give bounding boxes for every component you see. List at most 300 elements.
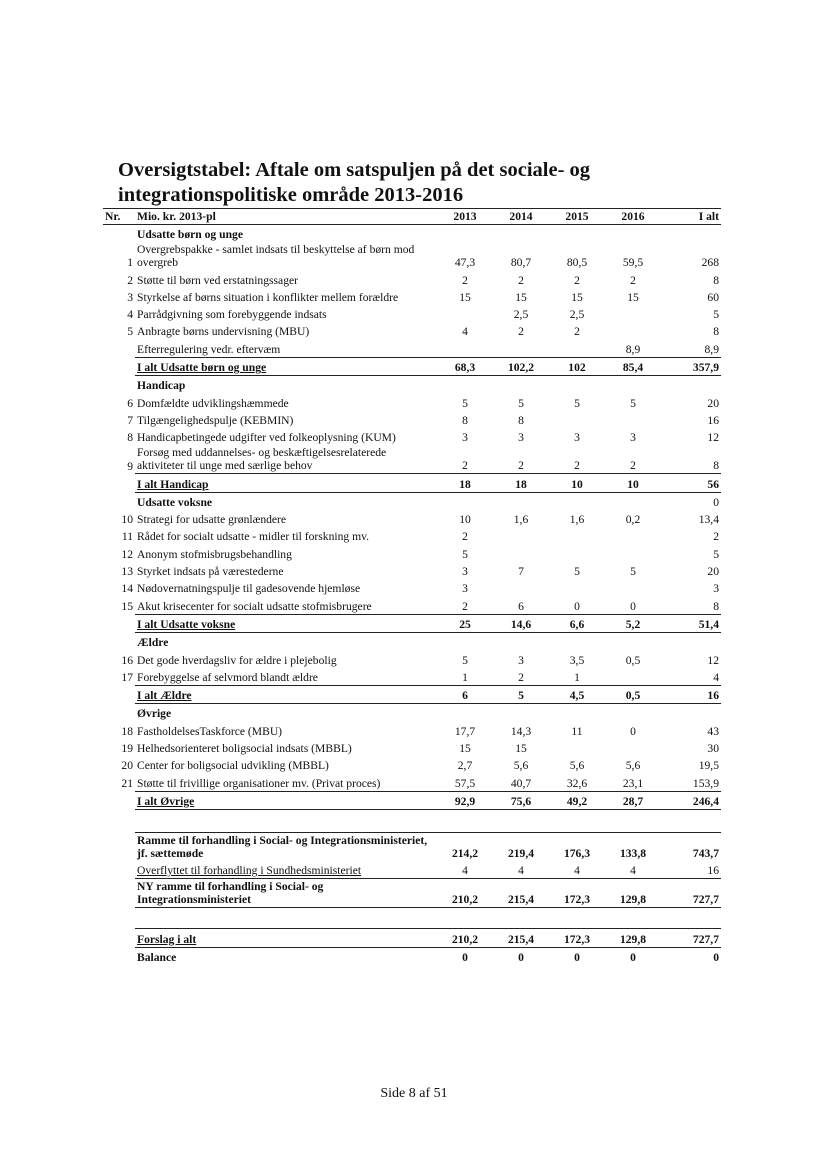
value-2014: 102,2 bbox=[493, 357, 549, 375]
empty-cell bbox=[549, 225, 605, 243]
value-2016: 4 bbox=[605, 861, 661, 879]
value-2013: 25 bbox=[437, 614, 493, 632]
table-row bbox=[103, 270, 721, 287]
empty-cell bbox=[493, 632, 549, 650]
value-2016 bbox=[605, 739, 661, 756]
row-number bbox=[103, 832, 135, 861]
row-number: 4 bbox=[127, 308, 133, 322]
row-number: 19 bbox=[121, 742, 133, 756]
value-2015: 0 bbox=[549, 596, 605, 614]
value-2014 bbox=[493, 527, 549, 544]
row-description: Overgrebspakke - samlet indsats til beskyttelse af børn mod overgreb bbox=[137, 243, 415, 270]
value-total: 3 bbox=[713, 582, 719, 596]
value-2015: 3,5 bbox=[569, 653, 585, 667]
table-row bbox=[103, 527, 721, 544]
section-title: Udsatte voksne bbox=[137, 495, 213, 509]
empty-cell bbox=[549, 809, 605, 832]
value-2014: 14,3 bbox=[510, 724, 532, 738]
value-2016 bbox=[605, 305, 661, 322]
row-description: Styrkelse af børns situation i konflikter mellem forældre bbox=[137, 290, 399, 304]
value-2014: 219,4 bbox=[507, 846, 535, 860]
value-total: 12 bbox=[707, 431, 719, 445]
row-number bbox=[103, 704, 135, 722]
value-2013: 92,9 bbox=[437, 791, 493, 809]
table-row bbox=[103, 544, 721, 561]
value-2013: 214,2 bbox=[451, 846, 479, 860]
header-2015: 2015 bbox=[549, 209, 605, 225]
value-2013: 1 bbox=[437, 668, 493, 686]
empty-cell bbox=[605, 908, 661, 929]
value-2015: 4 bbox=[549, 861, 605, 879]
ramme-label: Ramme til forhandling i Social- og Integrationsministeriet, jf. sættemøde bbox=[137, 833, 428, 860]
row-number: 13 bbox=[121, 565, 133, 579]
value-total: 727,7 bbox=[661, 929, 721, 947]
empty-cell bbox=[605, 632, 661, 650]
table-row bbox=[103, 510, 721, 527]
value-total: 51,4 bbox=[661, 614, 721, 632]
section-title: Øvrige bbox=[137, 707, 172, 721]
value-total: 246,4 bbox=[661, 791, 721, 809]
value-total: 16 bbox=[661, 685, 721, 703]
value-2013: 5 bbox=[462, 547, 468, 561]
row-number: 15 bbox=[121, 600, 133, 614]
value-2013: 15 bbox=[459, 742, 471, 756]
header-total: I alt bbox=[661, 209, 721, 225]
row-number: 7 bbox=[127, 413, 133, 427]
forslag-row bbox=[103, 929, 721, 947]
spacer-row bbox=[103, 908, 721, 929]
value-2015: 1 bbox=[549, 668, 605, 686]
row-description: Tilgængelighedspulje (KEBMIN) bbox=[137, 413, 294, 427]
value-total: 56 bbox=[661, 474, 721, 492]
value-2016: 59,5 bbox=[622, 256, 644, 270]
value-2014: 8 bbox=[518, 413, 524, 427]
value-2014: 5 bbox=[493, 685, 549, 703]
row-number bbox=[103, 225, 135, 243]
page-footer: Side 8 af 51 bbox=[380, 1086, 448, 1101]
empty-cell bbox=[605, 809, 661, 832]
value-2013: 3 bbox=[462, 582, 468, 596]
ramme-row bbox=[103, 832, 721, 861]
value-2013: 17,7 bbox=[454, 724, 476, 738]
value-total: 4 bbox=[661, 668, 721, 686]
value-total: 19,5 bbox=[698, 759, 719, 773]
value-2016: 0,2 bbox=[625, 513, 641, 527]
value-2013: 4 bbox=[462, 325, 468, 339]
value-total: 8 bbox=[661, 596, 721, 614]
row-description: Efterregulering vedr. eftervæm bbox=[135, 339, 437, 357]
value-2013: 2 bbox=[437, 445, 493, 474]
empty-cell bbox=[135, 908, 437, 929]
value-2013: 57,5 bbox=[437, 773, 493, 791]
section-title: Udsatte børn og unge bbox=[137, 228, 243, 242]
row-number bbox=[103, 614, 135, 632]
value-2016: 10 bbox=[605, 474, 661, 492]
value-2014: 15 bbox=[515, 742, 527, 756]
value-2016: 0 bbox=[605, 596, 661, 614]
row-number bbox=[103, 632, 135, 650]
value-2015 bbox=[549, 527, 605, 544]
value-2016: 0 bbox=[630, 724, 636, 738]
table-header-row bbox=[103, 209, 721, 225]
row-number: 5 bbox=[127, 325, 133, 339]
empty-cell bbox=[605, 704, 661, 722]
value-total: 8 bbox=[713, 273, 719, 287]
empty-cell bbox=[103, 809, 135, 832]
section-heading-row bbox=[103, 225, 721, 243]
value-2015: 1,6 bbox=[569, 513, 585, 527]
empty-cell bbox=[549, 908, 605, 929]
empty-cell bbox=[493, 809, 549, 832]
table-row bbox=[103, 339, 721, 357]
subtotal-row bbox=[103, 614, 721, 632]
row-number bbox=[103, 861, 135, 879]
value-total: 30 bbox=[707, 742, 719, 756]
value-2016: 5 bbox=[630, 396, 636, 410]
table-row bbox=[103, 288, 721, 305]
value-2013 bbox=[437, 339, 493, 357]
value-2014: 75,6 bbox=[493, 791, 549, 809]
row-number: 20 bbox=[121, 759, 133, 773]
forslag-label: Forslag i alt bbox=[135, 929, 437, 947]
value-2015: 176,3 bbox=[563, 846, 591, 860]
subtotal-label: I alt Udsatte børn og unge bbox=[135, 357, 437, 375]
section-heading-row bbox=[103, 632, 721, 650]
empty-cell bbox=[605, 225, 661, 243]
value-2015: 5 bbox=[574, 565, 580, 579]
row-number: 17 bbox=[121, 671, 133, 685]
value-2016: 129,8 bbox=[605, 929, 661, 947]
row-description: Handicapbetingede udgifter ved folkeoplysning (KUM) bbox=[137, 431, 396, 445]
value-2016: 3 bbox=[630, 431, 636, 445]
row-number: 8 bbox=[127, 431, 133, 445]
value-2015: 4,5 bbox=[549, 685, 605, 703]
row-number: 14 bbox=[121, 582, 133, 596]
table-row bbox=[103, 562, 721, 579]
row-description: Strategi for udsatte grønlændere bbox=[137, 513, 287, 527]
value-2015: 80,5 bbox=[566, 256, 588, 270]
value-total: 2 bbox=[713, 530, 719, 544]
value-2015: 5 bbox=[574, 396, 580, 410]
empty-cell bbox=[661, 908, 721, 929]
ny-ramme-label: NY ramme til forhandling i Social- og Integrationsministeriet bbox=[135, 879, 437, 908]
value-2015 bbox=[549, 544, 605, 561]
value-2016: 0 bbox=[630, 950, 636, 964]
value-2013: 5 bbox=[462, 396, 468, 410]
value-2015: 11 bbox=[571, 724, 583, 738]
header-nr: Nr. bbox=[103, 209, 135, 225]
value-2016 bbox=[605, 527, 661, 544]
value-2013: 3 bbox=[462, 565, 468, 579]
value-2014: 18 bbox=[493, 474, 549, 492]
subtotal-row bbox=[103, 685, 721, 703]
row-description: Anbragte børns undervisning (MBU) bbox=[137, 325, 310, 339]
row-number bbox=[103, 376, 135, 394]
row-number: 6 bbox=[127, 396, 133, 410]
row-number: 9 bbox=[127, 459, 133, 473]
empty-cell bbox=[103, 908, 135, 929]
value-total: 743,7 bbox=[692, 846, 719, 860]
empty-cell bbox=[605, 376, 661, 394]
empty-cell bbox=[493, 492, 549, 510]
value-2014: 2 bbox=[493, 445, 549, 474]
value-2014: 6 bbox=[493, 596, 549, 614]
ny-ramme-row bbox=[103, 879, 721, 908]
value-2016 bbox=[605, 544, 661, 561]
value-total: 60 bbox=[707, 290, 719, 304]
budget-table-body bbox=[103, 209, 721, 965]
value-2014: 40,7 bbox=[493, 773, 549, 791]
value-total: 8 bbox=[661, 445, 721, 474]
value-total: 12 bbox=[707, 653, 719, 667]
subtotal-row bbox=[103, 357, 721, 375]
value-2014: 3 bbox=[518, 653, 524, 667]
value-2016 bbox=[605, 411, 661, 428]
value-2014: 5,6 bbox=[513, 759, 529, 773]
spacer-row bbox=[103, 809, 721, 832]
value-total: 268 bbox=[701, 256, 719, 270]
value-total: 13,4 bbox=[698, 513, 719, 527]
value-2013: 47,3 bbox=[454, 256, 476, 270]
subtotal-label: I alt Øvrige bbox=[135, 791, 437, 809]
row-description: Det gode hverdagsliv for ældre i plejebolig bbox=[137, 653, 337, 667]
value-2015: 2,5 bbox=[569, 308, 585, 322]
value-2015: 2 bbox=[574, 325, 580, 339]
row-number bbox=[103, 492, 135, 510]
value-total: 0 bbox=[713, 950, 719, 964]
value-2014: 215,4 bbox=[493, 929, 549, 947]
empty-cell bbox=[437, 225, 493, 243]
row-description: Styrket indsats på væresteder​ne bbox=[137, 565, 284, 579]
value-2015: 32,6 bbox=[549, 773, 605, 791]
value-2014: 0 bbox=[518, 950, 524, 964]
empty-cell bbox=[437, 809, 493, 832]
row-description: Støtte til frivillige organisationer mv. (Privat proces) bbox=[135, 773, 437, 791]
header-2013: 2013 bbox=[437, 209, 493, 225]
budget-table bbox=[103, 208, 721, 965]
value-2015: 3 bbox=[574, 431, 580, 445]
value-2016: 5,6 bbox=[625, 759, 641, 773]
row-description: Domfældte udviklingshæmmede bbox=[137, 396, 289, 410]
value-total: 8,9 bbox=[661, 339, 721, 357]
value-2016: 8,9 bbox=[605, 339, 661, 357]
value-2014 bbox=[493, 339, 549, 357]
row-number bbox=[103, 947, 135, 965]
value-2016 bbox=[605, 668, 661, 686]
overflyttet-row bbox=[103, 861, 721, 879]
value-2013: 8 bbox=[462, 413, 468, 427]
subtotal-label: I alt Handicap bbox=[135, 474, 437, 492]
table-row bbox=[103, 650, 721, 667]
empty-cell bbox=[437, 376, 493, 394]
value-2016: 28,7 bbox=[605, 791, 661, 809]
balance-label: Balance bbox=[137, 950, 177, 964]
value-2014: 80,7 bbox=[510, 256, 532, 270]
row-description: Nødovernatningspulje til gadesovende hjemløse bbox=[137, 582, 361, 596]
table-row bbox=[103, 579, 721, 596]
row-description: Akut krisecenter for socialt udsatte stofmisbrugere bbox=[135, 596, 437, 614]
row-number: 3 bbox=[127, 290, 133, 304]
subtotal-label: I alt Ældre bbox=[135, 685, 437, 703]
value-2015 bbox=[549, 739, 605, 756]
value-2016: 0,5 bbox=[605, 685, 661, 703]
row-number: 2 bbox=[127, 273, 133, 287]
row-description: Parrådgivning som forebyggende indsats bbox=[137, 308, 327, 322]
row-description: Center for boligsocial udvikling (MBBL) bbox=[137, 759, 329, 773]
value-total: 5 bbox=[713, 308, 719, 322]
value-2014: 3 bbox=[518, 431, 524, 445]
table-row bbox=[103, 773, 721, 791]
empty-cell bbox=[493, 908, 549, 929]
value-2016: 133,8 bbox=[619, 846, 647, 860]
section-heading-row bbox=[103, 492, 721, 510]
value-2013 bbox=[437, 305, 493, 322]
table-row bbox=[103, 393, 721, 410]
section-heading-row bbox=[103, 704, 721, 722]
value-2013: 210,2 bbox=[437, 879, 493, 908]
value-2013: 0 bbox=[462, 950, 468, 964]
empty-cell bbox=[493, 704, 549, 722]
value-2013: 4 bbox=[437, 861, 493, 879]
value-2013: 15 bbox=[459, 290, 471, 304]
value-total: 153,9 bbox=[661, 773, 721, 791]
value-2013: 3 bbox=[462, 431, 468, 445]
value-2016: 2 bbox=[630, 273, 636, 287]
table-row bbox=[103, 445, 721, 474]
row-description: Helhedsorienteret boligsocial indsats (MBBL) bbox=[137, 742, 352, 756]
value-2013: 5 bbox=[462, 653, 468, 667]
table-row bbox=[103, 322, 721, 339]
value-2016: 23,1 bbox=[605, 773, 661, 791]
value-2014: 2,5 bbox=[513, 308, 529, 322]
value-2014: 1,6 bbox=[513, 513, 529, 527]
table-row bbox=[103, 596, 721, 614]
value-2014: 14,6 bbox=[493, 614, 549, 632]
value-2014: 2 bbox=[518, 325, 524, 339]
empty-cell bbox=[135, 809, 437, 832]
table-row bbox=[103, 756, 721, 773]
value-total: 16 bbox=[661, 861, 721, 879]
section-heading-row bbox=[103, 376, 721, 394]
value-2013: 2 bbox=[462, 273, 468, 287]
value-2015 bbox=[549, 579, 605, 596]
row-number bbox=[103, 339, 135, 357]
value-2016 bbox=[605, 579, 661, 596]
row-number: 18 bbox=[121, 724, 133, 738]
value-2013: 68,3 bbox=[437, 357, 493, 375]
value-2013: 6 bbox=[437, 685, 493, 703]
value-2016: 85,4 bbox=[605, 357, 661, 375]
value-2013: 210,2 bbox=[437, 929, 493, 947]
table-row bbox=[103, 305, 721, 322]
value-2015 bbox=[549, 411, 605, 428]
header-2016: 2016 bbox=[605, 209, 661, 225]
row-description: FastholdelsesTaskforce (MBU) bbox=[137, 724, 283, 738]
empty-cell bbox=[437, 704, 493, 722]
empty-cell bbox=[437, 908, 493, 929]
row-number: 21 bbox=[121, 777, 133, 791]
value-2013: 18 bbox=[437, 474, 493, 492]
value-2014: 15 bbox=[515, 290, 527, 304]
value-2015 bbox=[549, 339, 605, 357]
row-number: 10 bbox=[121, 513, 133, 527]
row-number: 11 bbox=[121, 530, 133, 544]
row-number bbox=[103, 929, 135, 947]
value-2013: 2 bbox=[462, 530, 468, 544]
row-description: Forsøg med uddannelses- og beskæftigelsesrelaterede aktiviteter til unge med særlige behov bbox=[135, 445, 437, 474]
section-title-total bbox=[661, 225, 721, 243]
value-2015: 49,2 bbox=[549, 791, 605, 809]
value-total: 5 bbox=[713, 547, 719, 561]
row-number bbox=[103, 685, 135, 703]
section-title-total bbox=[661, 632, 721, 650]
value-2013: 10 bbox=[459, 513, 471, 527]
value-total: 16 bbox=[707, 413, 719, 427]
table-row bbox=[103, 721, 721, 738]
row-description: Forebyggelse af selvmord blandt ældre bbox=[135, 668, 437, 686]
value-2014 bbox=[493, 544, 549, 561]
value-2016: 15 bbox=[627, 290, 639, 304]
value-2015: 15 bbox=[571, 290, 583, 304]
table-row bbox=[103, 668, 721, 686]
row-number bbox=[103, 879, 135, 908]
empty-cell bbox=[493, 376, 549, 394]
row-number bbox=[103, 791, 135, 809]
empty-cell bbox=[549, 632, 605, 650]
value-2016: 2 bbox=[605, 445, 661, 474]
row-number bbox=[103, 474, 135, 492]
section-title-total: 0 bbox=[713, 495, 719, 509]
section-title-total bbox=[661, 376, 721, 394]
value-2015: 6,6 bbox=[549, 614, 605, 632]
subtotal-label: I alt Udsatte voksne bbox=[135, 614, 437, 632]
value-2016: 0,5 bbox=[625, 653, 641, 667]
value-2016: 129,8 bbox=[605, 879, 661, 908]
empty-cell bbox=[549, 492, 605, 510]
value-2013: 2 bbox=[437, 596, 493, 614]
value-2014: 215,4 bbox=[493, 879, 549, 908]
value-2015: 2 bbox=[549, 445, 605, 474]
value-total: 357,9 bbox=[661, 357, 721, 375]
row-description: Anonym stofmisbrugsbehandling bbox=[137, 547, 292, 561]
value-2015: 172,3 bbox=[549, 929, 605, 947]
empty-cell bbox=[661, 809, 721, 832]
value-2014: 7 bbox=[518, 565, 524, 579]
value-2015: 0 bbox=[574, 950, 580, 964]
value-2015: 5,6 bbox=[569, 759, 585, 773]
overflyttet-label: Overflyttet til forhandling i Sundhedsministeriet bbox=[135, 861, 437, 879]
row-number bbox=[103, 357, 135, 375]
row-number: 12 bbox=[121, 547, 133, 561]
value-total: 43 bbox=[707, 724, 719, 738]
row-number: 1 bbox=[127, 256, 133, 270]
value-2016 bbox=[605, 322, 661, 339]
subtotal-row bbox=[103, 791, 721, 809]
value-2015: 172,3 bbox=[549, 879, 605, 908]
section-title-total bbox=[661, 704, 721, 722]
empty-cell bbox=[493, 225, 549, 243]
table-row bbox=[103, 739, 721, 756]
value-2015: 102 bbox=[549, 357, 605, 375]
value-2014: 2 bbox=[493, 668, 549, 686]
value-2014: 2 bbox=[518, 273, 524, 287]
value-2016: 5 bbox=[630, 565, 636, 579]
value-2014: 4 bbox=[493, 861, 549, 879]
value-2015: 2 bbox=[574, 273, 580, 287]
balance-row bbox=[103, 947, 721, 965]
value-2016: 5,2 bbox=[605, 614, 661, 632]
table-row bbox=[103, 242, 721, 270]
